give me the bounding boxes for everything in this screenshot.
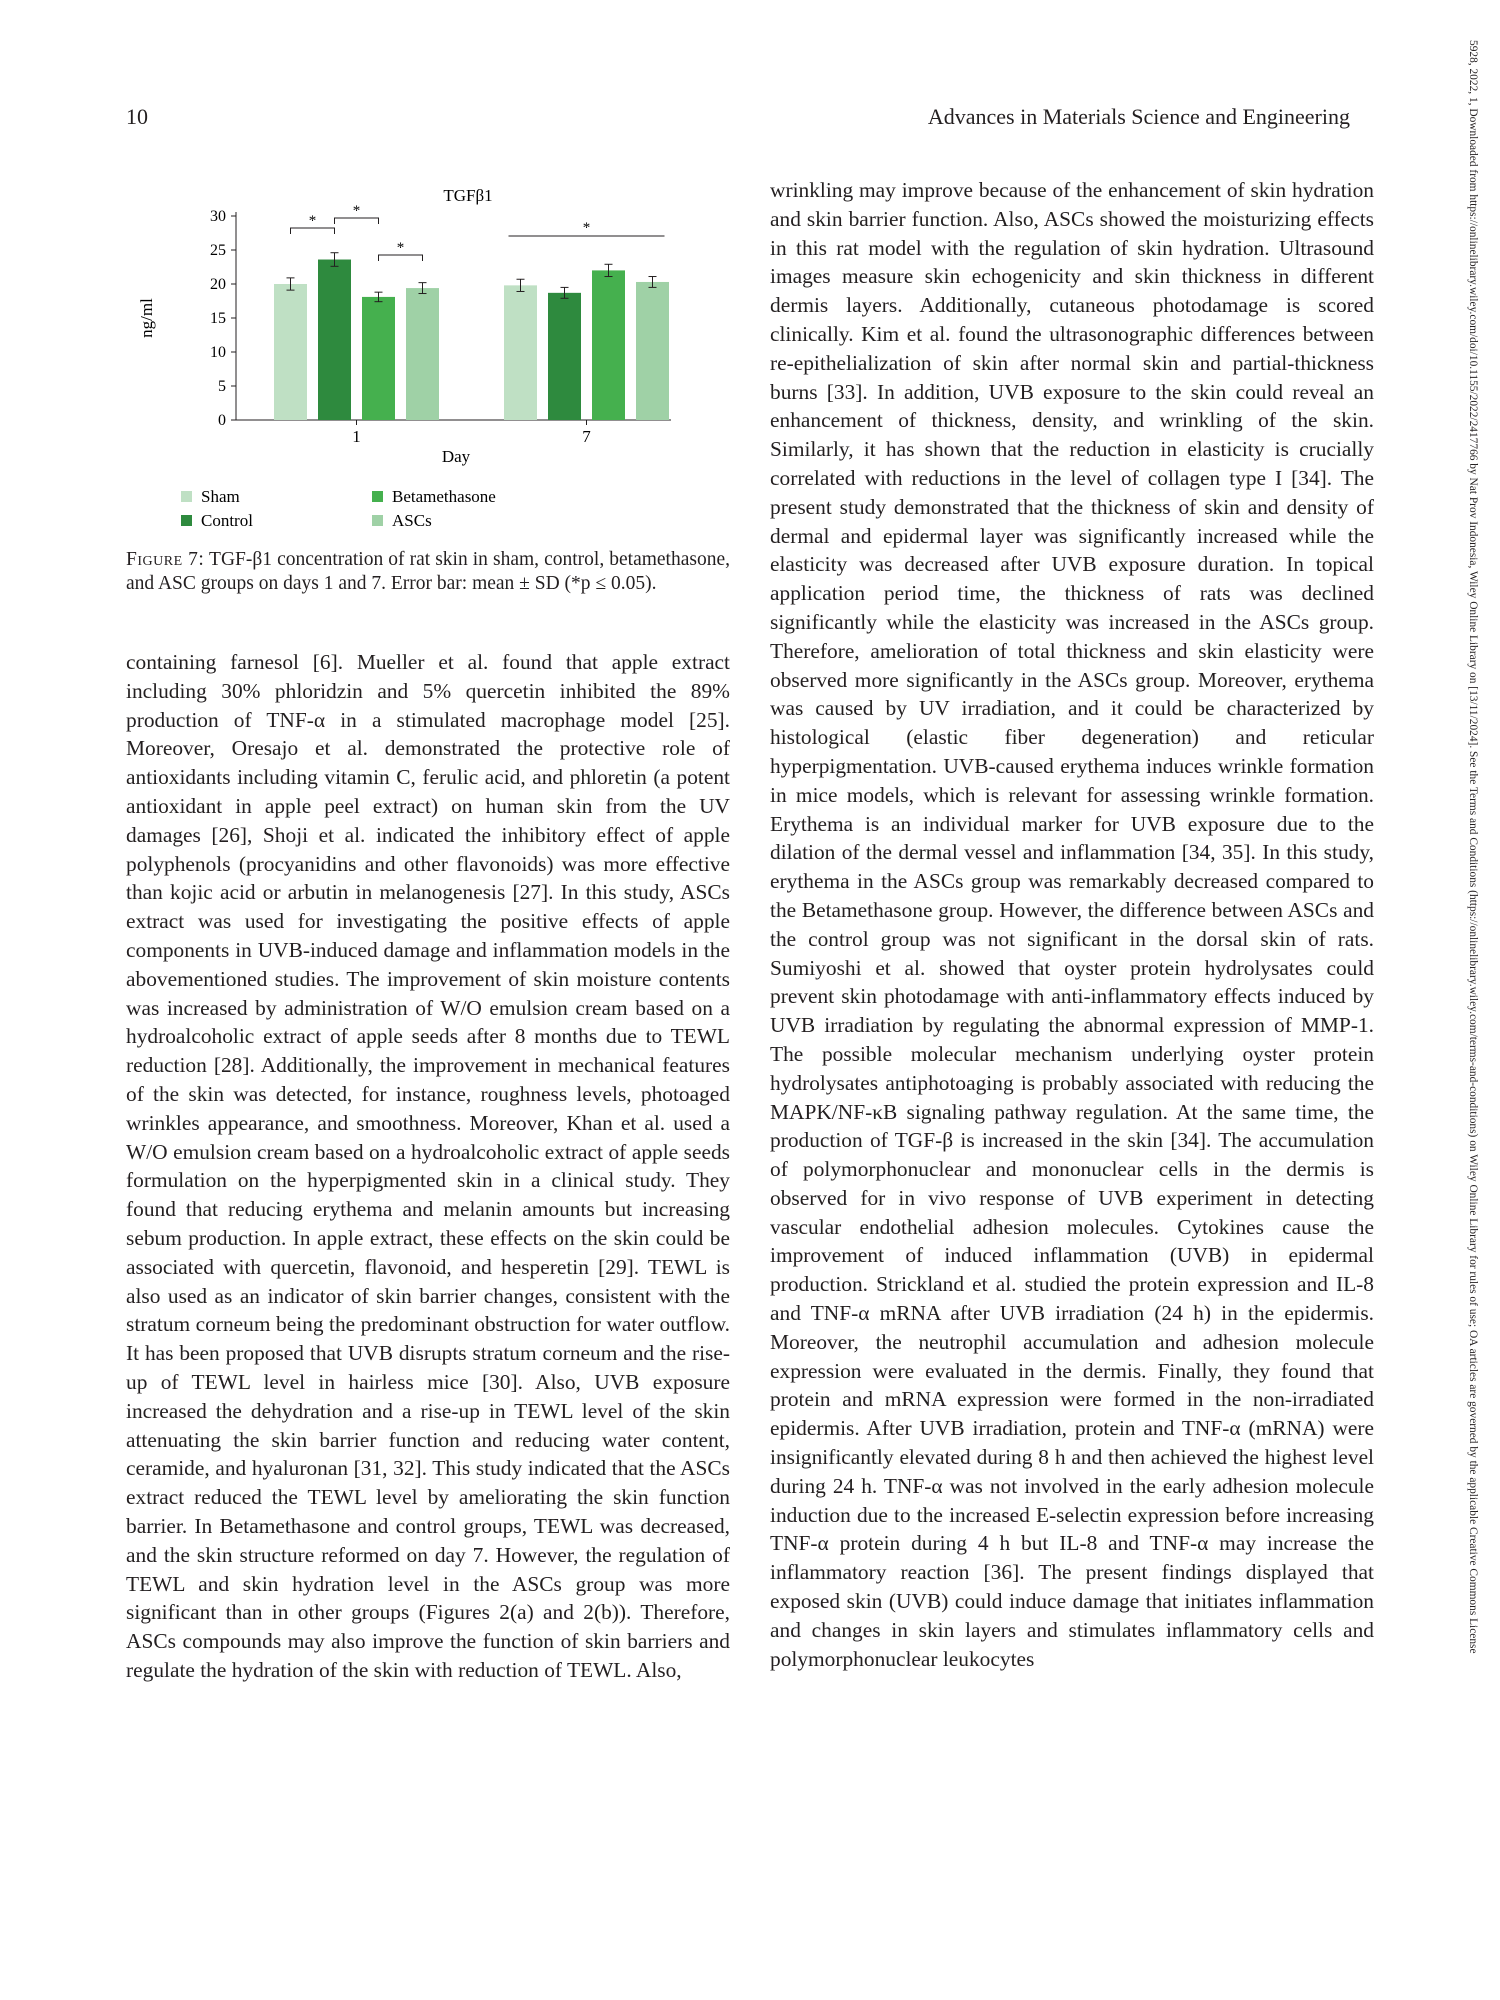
significance-bracket-betamethasone-ascs-star: * — [396, 240, 405, 256]
left-column — [126, 648, 730, 1958]
bar — [592, 270, 625, 420]
x-tick-label: 7 — [582, 427, 591, 446]
y-tick-label: 20 — [210, 276, 226, 293]
y-tick-label: 0 — [218, 412, 226, 429]
page-number: 10 — [126, 104, 148, 129]
legend-label: Betamethasone — [392, 487, 496, 506]
figure-caption — [126, 548, 730, 596]
bar — [548, 293, 581, 420]
journal-title: Advances in Materials Science and Engineering — [927, 104, 1350, 129]
bar — [504, 285, 537, 420]
figure-label: Figure 7: — [126, 549, 205, 570]
bar — [406, 288, 439, 420]
right-column — [770, 176, 1374, 1958]
chart-title: TGFβ1 — [443, 186, 493, 205]
legend-swatch — [372, 491, 383, 502]
legend-label: ASCs — [392, 511, 432, 530]
legend-swatch — [181, 515, 192, 526]
legend-label: Sham — [201, 487, 240, 506]
left-column-text: containing farnesol [6]. Mueller et al. found that apple extract including 30% phloridzin and 5% quercetin inhibited the 89% production of TNF-α in a stimulated macrophage model [25]. Moreover, Oresajo et al. demonstrated the protective role of antioxidants including vitamin C, ferulic acid, and phloretin (a potent antioxidant in apple peel extract) on human skin from the UV damages [26], Shoji et al. indicated the inhibitory effect of apple polyphenols (procyanidins and other flavonoids) was more effective than kojic acid or arbutin in melanogenesis [27]. In this study, ASCs extract was used for investigating the positive effects of apple components in UVB-induced damage and inflammation models in the abovementioned studies. The improvement of skin moisture contents was increased by administration of W/O emulsion cream based on a hydroalcoholic extract of apple seeds after 8 months due to TEWL reduction [28]. Additionally, the improvement in mechanical features of the skin was detected, for instance, roughness levels, photoaged wrinkles appearance, and smoothness. Moreover, Khan et al. used a W/O emulsion cream based on a hydroalcoholic extract of apple seeds formulation on the hyperpigmented skin in a clinical study. They found that reducing erythema and melanin amounts but increasing sebum production. In apple extract, these effects on the skin could be associated with quercetin, flavonoid, and hesperetin [29]. TEWL is also used as an indicator of skin barrier changes, consistent with the stratum corneum being the predominant obstruction for water outflow. It has been proposed that UVB disrupts stratum corneum and the rise-up of TEWL level in hairless mice [30]. Also, UVB exposure increased the dehydration and a rise-up in TEWL level of the skin attenuating the skin barrier function and reducing water content, ceramide, and hyaluronan [31, 32]. This study indicated that the ASCs extract reduced the TEWL level by ameliorating the skin function barrier. In Betamethasone and control groups, TEWL was decreased, and the skin structure reformed on day 7. However, the regulation of TEWL and skin hydration level in the ASCs group was more significant than in other groups (Figures 2(a) and 2(b)). Therefore, ASCs compounds may also improve the function of skin barriers and regulate the hydration of the skin with reduction of TEWL. Also, — [126, 650, 730, 1682]
y-tick-label: 5 — [218, 378, 226, 395]
y-tick-label: 30 — [210, 208, 226, 225]
legend-label: Control — [201, 511, 253, 530]
legend-swatch — [372, 515, 383, 526]
y-tick-label: 15 — [210, 310, 226, 327]
significance-bracket-sham-control-star: * — [308, 213, 317, 229]
significance-bracket-control-betamethasone-star: * — [352, 203, 361, 219]
significance-line-day7-star: * — [582, 220, 591, 236]
bar — [636, 282, 669, 420]
bar — [362, 297, 395, 420]
figure-caption-text: TGF-β1 concentration of rat skin in sham, control, betamethasone, and ASC groups on days 1 and 7. Error bar: mean ± SD (*p ≤ 0.05). — [126, 549, 730, 594]
right-column-text: wrinkling may improve because of the enhancement of skin hydration and skin barrier function. Also, ASCs showed the moisturizing effects in this rat model with the regulation of skin hydration. Ultrasound images measure skin echogenicity and skin thickness in different dermis layers. Additionally, cutaneous photodamage is scored clinically. Kim et al. found the ultrasonographic differences between re-epithelialization of skin after normal skin and partial-thickness burns [33]. In addition, UVB exposure to the skin could reveal an enhancement of thickness, density, and wrinkling of the skin. Similarly, it has shown that the reduction in elasticity is crucially correlated with reductions in the level of collagen type I [34]. The present study demonstrated that the thickness of skin and density of dermal and epidermal layer was significantly increased while the elasticity was decreased after UVB exposure duration. In topical application period time, the thickness of rats was declined significantly while the elasticity was increased in the ASCs group. Therefore, amelioration of total thickness and skin elasticity were observed more significantly in the ASCs group. Moreover, erythema was caused by UV irradiation, and it could be characterized by histological (elastic fiber degeneration) and reticular hyperpigmentation. UVB-caused erythema induces wrinkle formation in mice models, which is relevant for assessing wrinkle formation. Erythema is an individual marker for UVB exposure due to the dilation of the dermal vessel and inflammation [34, 35]. In this study, erythema in the ASCs group was remarkably decreased compared to the Betamethasone group. However, the difference between ASCs and the control group was not significant in the dorsal skin of rats. Sumiyoshi et al. showed that oyster protein hydrolysates could prevent skin photodamage with anti-inflammatory effects induced by UVB irradiation by regulating the abnormal expression of MMP-1. The possible molecular mechanism underlying oyster protein hydrolysates antiphotoaging is probably associated with reducing the MAPK/NF-κB signaling pathway regulation. At the same time, the production of TGF-β is increased in the skin [34]. The accumulation of polymorphonuclear and mononuclear cells in the dermis is observed for in vivo response of UVB experiment in detecting vascular endothelial adhesion molecules. Cytokines cause the improvement of induced inflammation (UVB) in epidermal production. Strickland et al. studied the protein expression and IL-8 and TNF-α mRNA after UVB irradiation (24 h) in the epidermis. Moreover, the neutrophil accumulation and adhesion molecule expression were evaluated in the dermis. Finally, they found that protein and mRNA expression were formed in the non-irradiated epidermis. After UVB irradiation, protein and TNF-α (mRNA) were insignificantly elevated during 8 h and then achieved the highest level during 24 h. TNF-α was not involved in the early adhesion molecule induction due to the increased E-selectin expression before increasing TNF-α protein during 4 h but IL-8 and TNF-α may increase the inflammatory reaction [36]. The present findings displayed that exposed skin (UVB) could induce damage that initiates inflammation and changes in skin layers and stimulates inflammatory cells and polymorphonuclear leukocytes — [770, 178, 1374, 1671]
x-tick-label: 1 — [352, 427, 361, 446]
legend-swatch — [181, 491, 192, 502]
download-notice-text: 5928, 2022, 1, Downloaded from https://onlinelibrary.wiley.com/doi/10.1155/2022/2417766 by Nat Prov Indonesia, Wiley Online Library on [13/11/2024]. See the Terms and Conditions (https://onlinelibrary.wiley.com/terms-and-conditions) on Wiley Online Library for rules of use; OA articles are governed by the applicable Creative Commons License — [1467, 40, 1479, 1654]
y-axis-label: ng/ml — [137, 298, 156, 338]
x-axis-label: Day — [441, 447, 471, 466]
bar — [274, 284, 307, 420]
y-tick-label: 10 — [210, 344, 226, 361]
tgf-beta1-bar-chart — [126, 180, 726, 550]
download-notice — [1467, 40, 1479, 1990]
bar — [318, 260, 351, 420]
y-tick-label: 25 — [210, 242, 226, 259]
